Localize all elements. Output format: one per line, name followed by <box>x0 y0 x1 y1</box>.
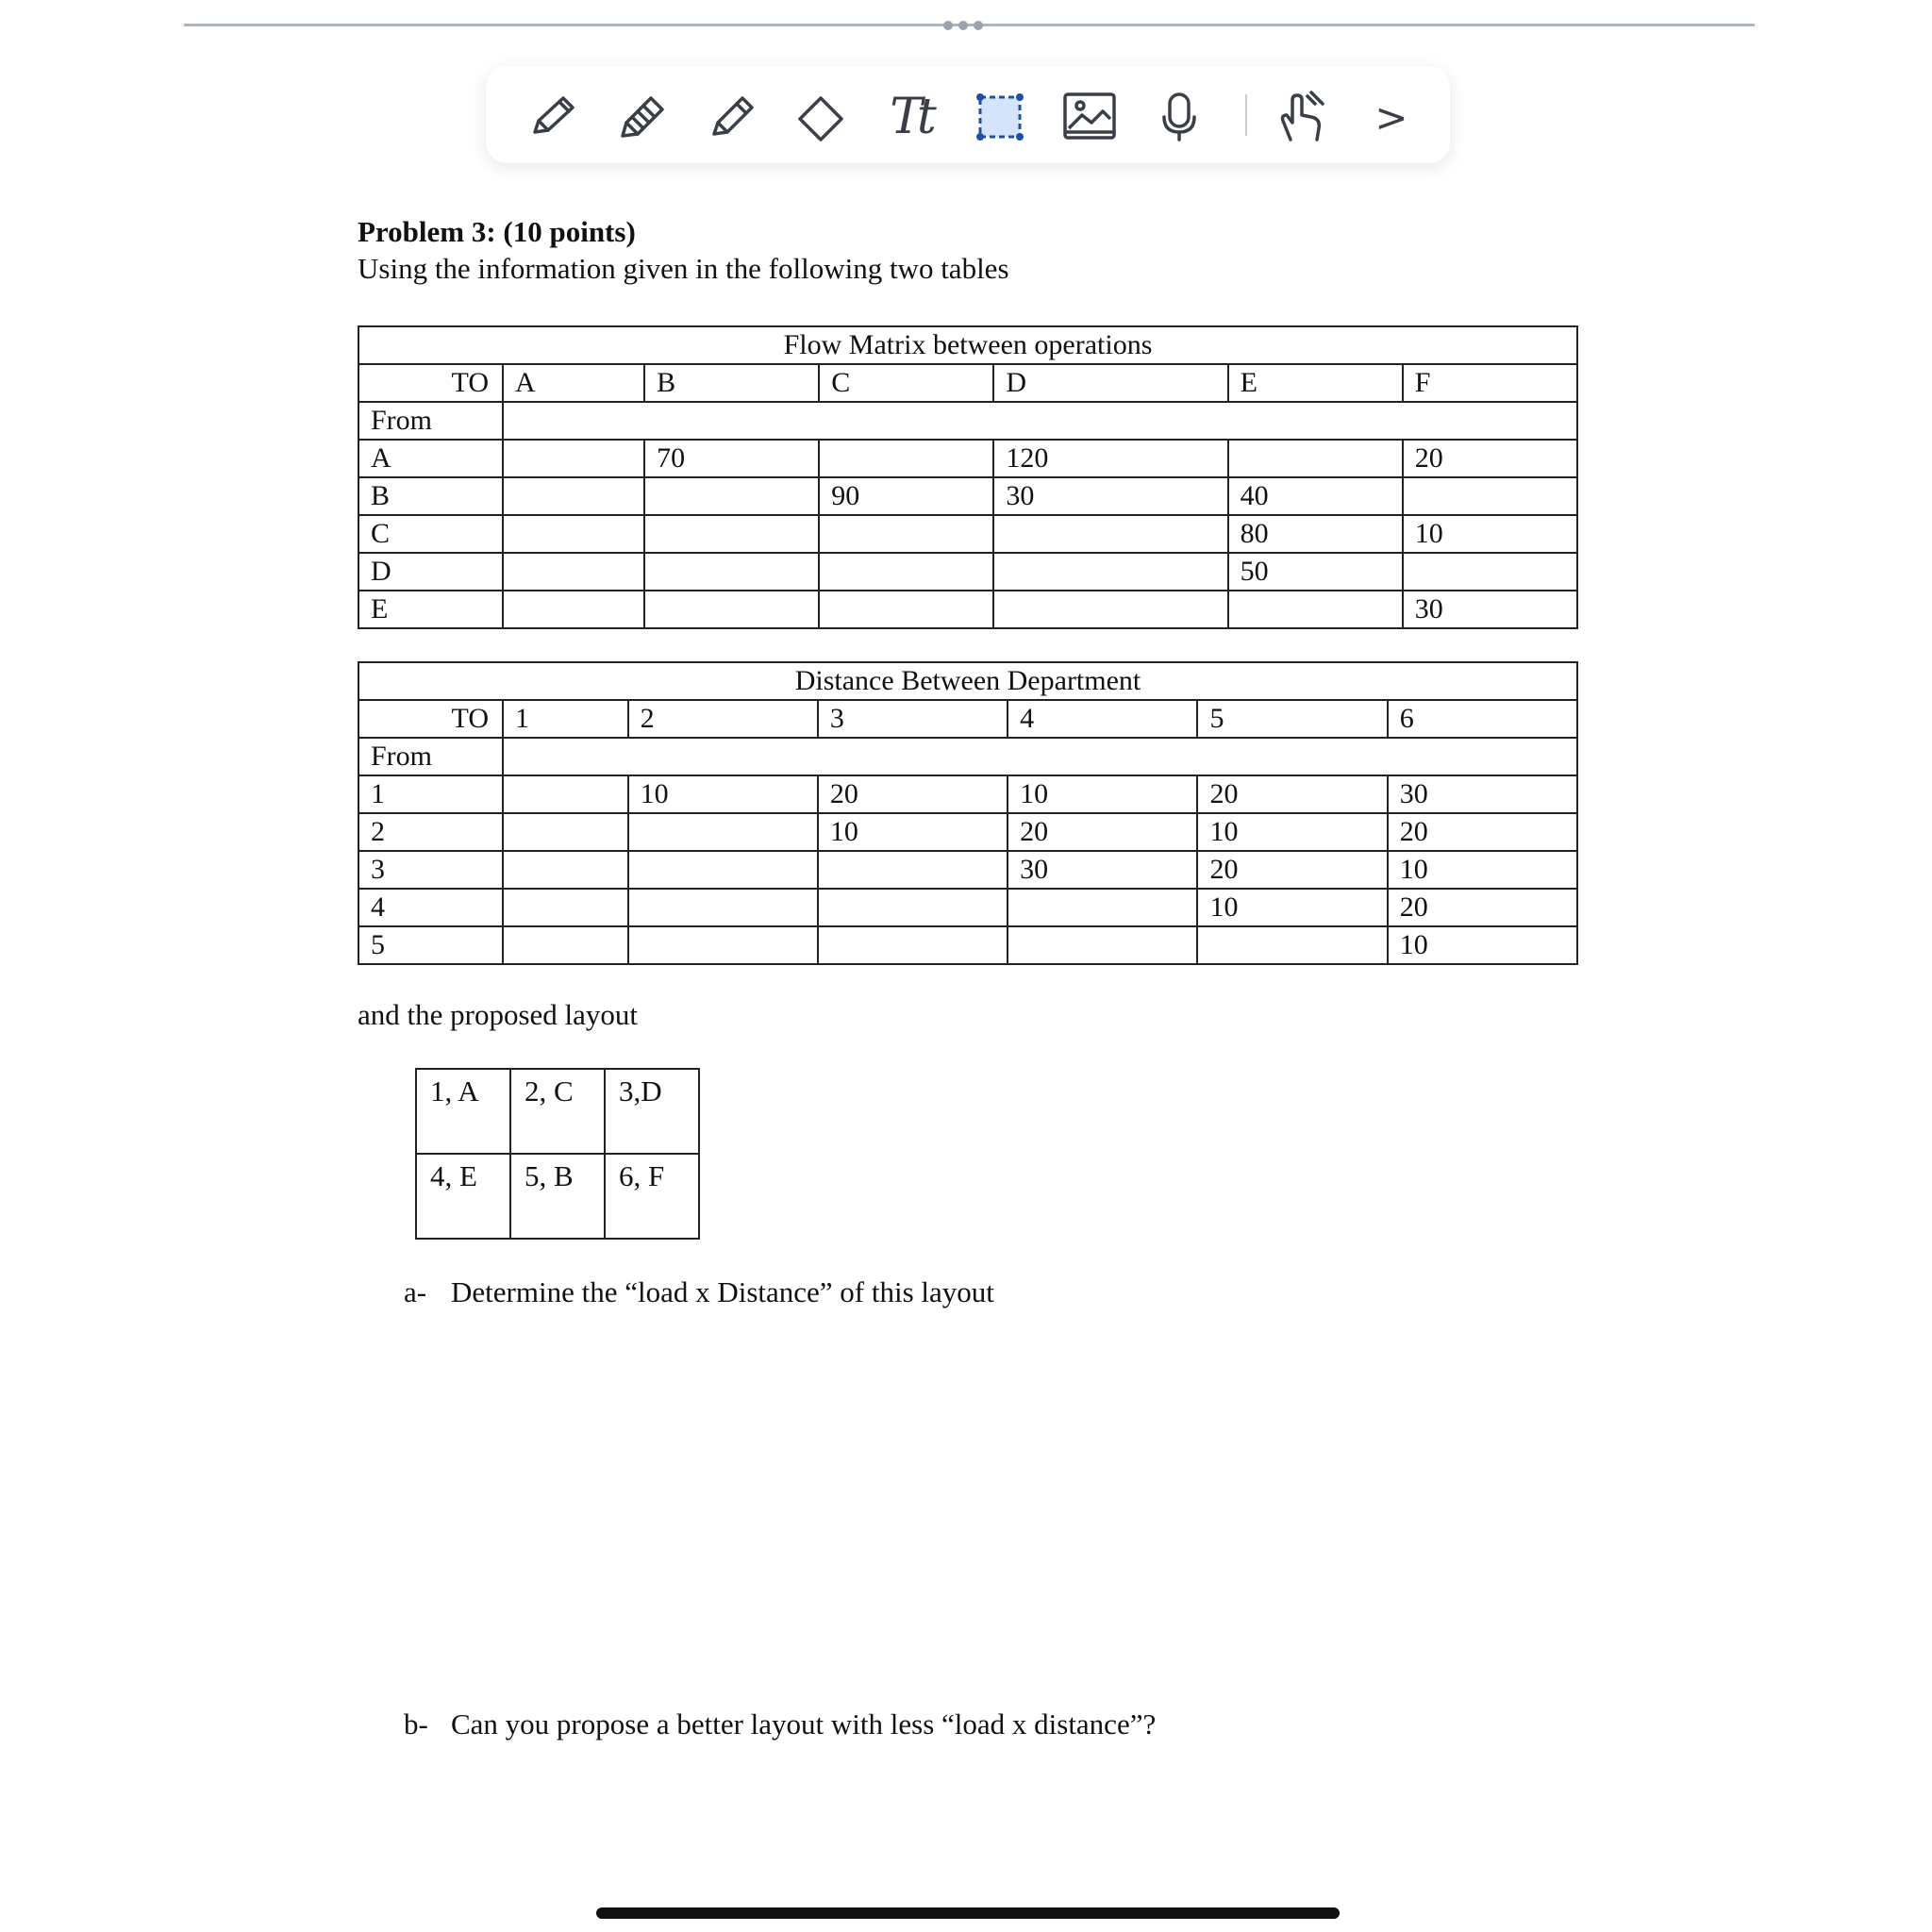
from-label: From <box>358 402 503 440</box>
table-cell: 10 <box>628 775 818 813</box>
table-row <box>358 926 1577 964</box>
problem-title: Problem 3: (10 points) <box>358 215 636 248</box>
table-cell <box>1403 477 1577 515</box>
table-cell: 20 <box>1388 889 1577 926</box>
to-label: TO <box>358 700 503 738</box>
table-cell: 10 <box>1197 889 1387 926</box>
table-row <box>358 851 1577 889</box>
table-row <box>358 477 1577 515</box>
layout-cell: 2, C <box>510 1069 605 1154</box>
microphone-icon[interactable] <box>1151 89 1208 145</box>
table-cell <box>818 851 1008 889</box>
table-cell <box>993 553 1227 591</box>
row-label: 4 <box>358 889 503 926</box>
row-label: B <box>358 477 503 515</box>
table-cell: 30 <box>1403 591 1577 628</box>
table-cell: 20 <box>1197 775 1387 813</box>
row-label: 2 <box>358 813 503 851</box>
table-cell: 40 <box>1228 477 1403 515</box>
row-label: D <box>358 553 503 591</box>
column-header: F <box>1403 364 1577 402</box>
table-caption: Distance Between Department <box>358 662 1577 700</box>
table-cell: 20 <box>1008 813 1197 851</box>
table-cell: 30 <box>1008 851 1197 889</box>
table-cell <box>503 926 628 964</box>
table-cell <box>1008 889 1197 926</box>
text-tool-icon[interactable]: Tt <box>890 89 931 145</box>
problem-intro: Using the information given in the following two tables <box>358 252 1009 285</box>
column-header: 2 <box>628 700 818 738</box>
table-cell <box>503 851 628 889</box>
table-cell <box>819 553 993 591</box>
from-label: From <box>358 738 503 775</box>
table-cell <box>503 477 644 515</box>
column-header: 5 <box>1197 700 1387 738</box>
table-cell <box>644 591 819 628</box>
table-cell: 20 <box>818 775 1008 813</box>
row-label: A <box>358 440 503 477</box>
home-indicator[interactable] <box>596 1907 1340 1919</box>
column-header: D <box>993 364 1227 402</box>
layout-cell: 5, B <box>510 1154 605 1239</box>
table-cell: 30 <box>993 477 1227 515</box>
column-header: C <box>819 364 993 402</box>
pen-icon[interactable] <box>524 89 580 145</box>
table-cell: 20 <box>1403 440 1577 477</box>
layout-label: and the proposed layout <box>358 998 639 1031</box>
table-cell <box>503 591 644 628</box>
table-cell: 120 <box>993 440 1227 477</box>
from-row-blank <box>503 738 1577 775</box>
table-cell <box>503 440 644 477</box>
layout-cell: 4, E <box>416 1154 510 1239</box>
table-cell <box>819 440 993 477</box>
table-row <box>358 440 1577 477</box>
table-cell: 20 <box>1197 851 1387 889</box>
column-header: E <box>1228 364 1403 402</box>
table-cell <box>644 553 819 591</box>
table-cell <box>819 591 993 628</box>
image-icon[interactable] <box>1061 89 1118 145</box>
highlighter-icon[interactable] <box>703 89 759 145</box>
table-cell: 10 <box>1197 813 1387 851</box>
table-cell: 10 <box>1008 775 1197 813</box>
question-b <box>404 1707 1156 1741</box>
layout-cell: 1, A <box>416 1069 510 1154</box>
table-cell <box>1403 553 1577 591</box>
question-text: Can you propose a better layout with less “load x distance”? <box>451 1707 1157 1740</box>
touch-hand-icon[interactable] <box>1274 89 1330 145</box>
table-caption: Flow Matrix between operations <box>358 326 1577 364</box>
table-cell <box>503 775 628 813</box>
pencil-icon[interactable] <box>613 89 670 145</box>
layout-row <box>416 1154 699 1239</box>
row-label: 1 <box>358 775 503 813</box>
row-label: C <box>358 515 503 553</box>
table-cell: 70 <box>644 440 819 477</box>
multitasking-dots[interactable] <box>943 21 983 30</box>
more-chevron-icon[interactable]: > <box>1374 93 1408 141</box>
table-cell: 10 <box>818 813 1008 851</box>
table-cell <box>644 515 819 553</box>
table-cell: 50 <box>1228 553 1403 591</box>
table-cell <box>628 813 818 851</box>
layout-cell: 3,D <box>605 1069 699 1154</box>
table-row <box>358 813 1577 851</box>
proposed-layout-grid <box>415 1068 700 1240</box>
table-cell: 30 <box>1388 775 1577 813</box>
column-header: 6 <box>1388 700 1577 738</box>
table-cell <box>1197 926 1387 964</box>
table-cell: 10 <box>1403 515 1577 553</box>
table-cell <box>1228 440 1403 477</box>
table-cell <box>818 926 1008 964</box>
table-cell <box>819 515 993 553</box>
table-cell <box>628 851 818 889</box>
question-marker: b- <box>404 1707 428 1740</box>
table-cell: 90 <box>819 477 993 515</box>
column-header: B <box>644 364 819 402</box>
table-row <box>358 775 1577 813</box>
table-cell <box>503 813 628 851</box>
flow-matrix-table <box>358 325 1578 629</box>
table-row <box>358 515 1577 553</box>
table-cell <box>993 515 1227 553</box>
column-header: 3 <box>818 700 1008 738</box>
table-row <box>358 889 1577 926</box>
question-a <box>404 1275 994 1309</box>
toolbar-separator <box>1245 94 1247 136</box>
row-label: 3 <box>358 851 503 889</box>
table-cell <box>628 889 818 926</box>
column-header: 4 <box>1008 700 1197 738</box>
table-cell <box>1008 926 1197 964</box>
table-cell <box>993 591 1227 628</box>
table-row <box>358 591 1577 628</box>
layout-row <box>416 1069 699 1154</box>
table-cell: 10 <box>1388 851 1577 889</box>
eraser-icon[interactable] <box>792 89 849 145</box>
table-row <box>358 553 1577 591</box>
row-label: E <box>358 591 503 628</box>
table-cell: 10 <box>1388 926 1577 964</box>
table-cell <box>644 477 819 515</box>
annotation-toolbar <box>486 66 1450 163</box>
table-cell <box>818 889 1008 926</box>
from-row-blank <box>503 402 1577 440</box>
lasso-select-icon[interactable] <box>972 89 1028 145</box>
question-marker: a- <box>404 1275 427 1308</box>
table-cell <box>503 515 644 553</box>
to-label: TO <box>358 364 503 402</box>
column-header: 1 <box>503 700 628 738</box>
distance-table <box>358 661 1578 965</box>
column-header: A <box>503 364 644 402</box>
question-text: Determine the “load x Distance” of this layout <box>451 1275 994 1308</box>
layout-cell: 6, F <box>605 1154 699 1239</box>
table-cell: 20 <box>1388 813 1577 851</box>
table-cell <box>628 926 818 964</box>
row-label: 5 <box>358 926 503 964</box>
table-cell: 80 <box>1228 515 1403 553</box>
table-cell <box>1228 591 1403 628</box>
table-cell <box>503 553 644 591</box>
table-cell <box>503 889 628 926</box>
